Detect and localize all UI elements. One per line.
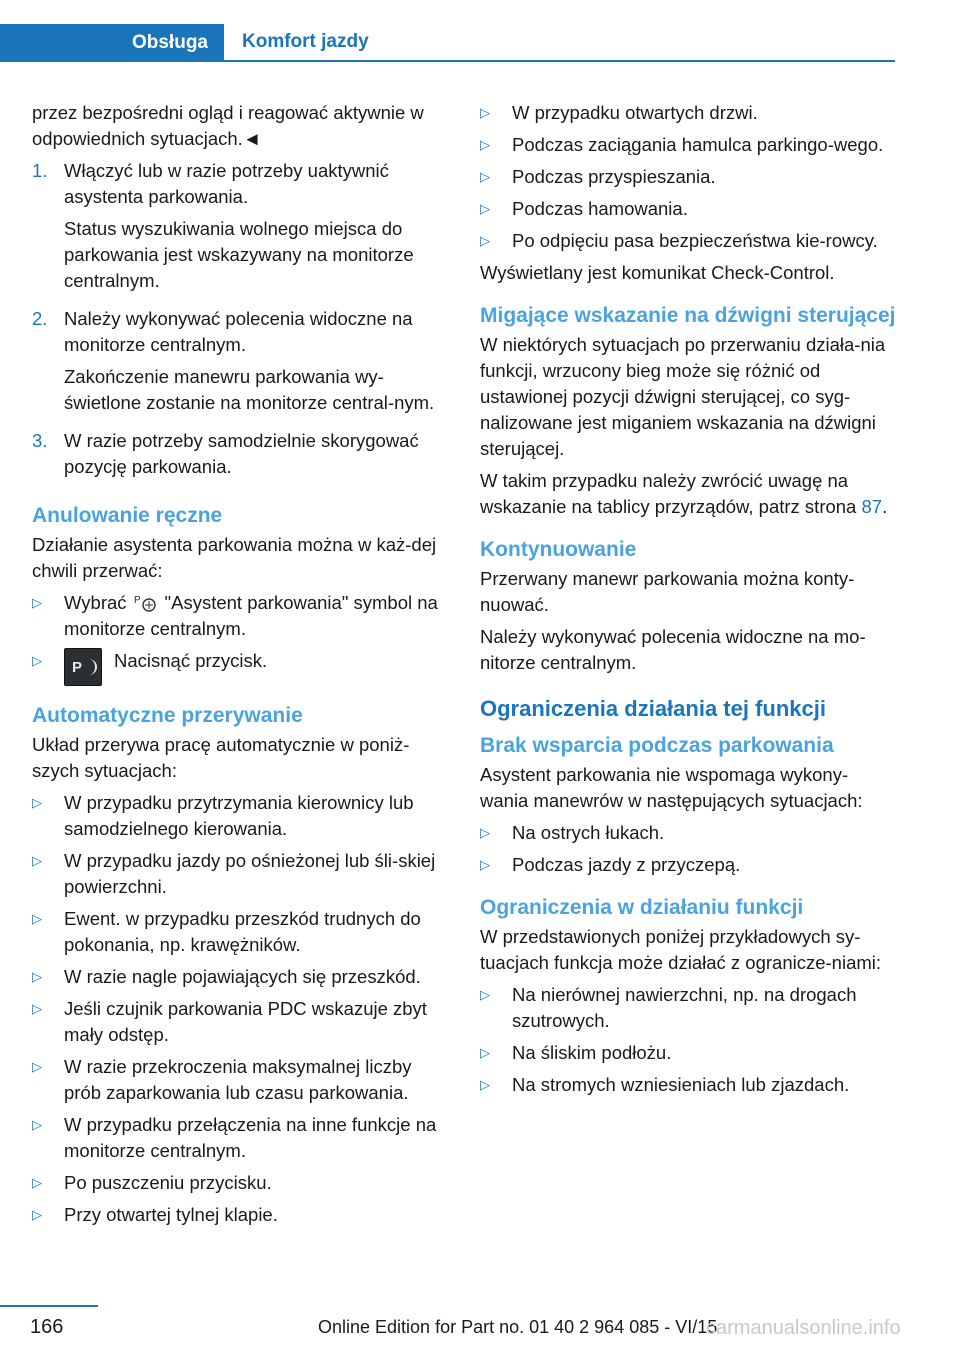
continue-text1: Przerwany manewr parkowania można konty‐nuować. <box>480 568 855 615</box>
list-item <box>480 982 896 1034</box>
step-item <box>32 306 448 422</box>
list-item-text: W przypadku jazdy po ośnieżonej lub śli‐skiej powierzchni. <box>64 850 436 897</box>
step-number: 3. <box>32 430 48 451</box>
bullet-triangle-icon: ▷ <box>480 1077 490 1092</box>
limits-heading: Ograniczenia działania tej funkcji <box>480 696 826 721</box>
parking-button-icon: P <box>64 648 102 686</box>
auto-text: Układ przerywa pracę automatycznie w poniż‐szych sytuacjach: <box>32 734 410 781</box>
bullet-triangle-icon: ▷ <box>480 201 490 216</box>
bullet-triangle-icon: ▷ <box>32 595 42 610</box>
list-item-text: Podczas zaciągania hamulca parkingo‐wego. <box>512 134 884 155</box>
list-item-text: Ewent. w przypadku przeszkód trudnych do pokonania, np. krawężników. <box>64 908 421 955</box>
bullet-triangle-icon: ▷ <box>32 911 42 926</box>
header-bar <box>0 24 895 62</box>
bullet-triangle-icon: ▷ <box>480 105 490 120</box>
bullet-triangle-icon: ▷ <box>32 653 42 668</box>
bullet-triangle-icon: ▷ <box>32 853 42 868</box>
tab-komfort-jazdy[interactable]: Komfort jazdy <box>242 31 369 52</box>
cancel-heading: Anulowanie ręczne <box>32 504 223 527</box>
step-text: Należy wykonywać polecenia widoczne na monitorze centralnym. <box>64 308 413 355</box>
list-item <box>480 228 896 254</box>
step-number: 1. <box>32 160 48 181</box>
list-item <box>32 1112 448 1164</box>
list-item-text: Podczas przyspieszania. <box>512 166 716 187</box>
step-text: W razie potrzeby samodzielnie skorygować pozycję parkowania. <box>64 430 419 477</box>
blink-text1: W niektórych sytuacjach po przerwaniu działa‐nia funkcji, wrzucony bieg może się różnić od ustawionej pozycji dźwigni sterującej, co syg‐nalizowane jest miganiem wskazania na dźwigni sterującej. <box>480 334 886 459</box>
list-item <box>32 790 448 842</box>
list-item <box>480 852 896 878</box>
tab-obsluga[interactable]: Obsługa <box>0 24 224 62</box>
bullet-triangle-icon: ▷ <box>480 1045 490 1060</box>
list-item-text: Przy otwartej tylnej klapie. <box>64 1204 278 1225</box>
continue-text2: Należy wykonywać polecenia widoczne na mo‐nitorze centralnym. <box>480 626 866 673</box>
bullet-triangle-icon: ▷ <box>480 169 490 184</box>
bullet-triangle-icon: ▷ <box>480 987 490 1002</box>
list-item <box>32 906 448 958</box>
step-number: 2. <box>32 308 48 329</box>
auto-heading: Automatyczne przerywanie <box>32 704 303 727</box>
list-item <box>32 1202 448 1228</box>
list-item <box>480 100 896 126</box>
bullet-triangle-icon: ▷ <box>480 233 490 248</box>
svg-text:P: P <box>133 595 141 606</box>
list-item <box>32 1170 448 1196</box>
cancel-item1-post: "Asystent parkowania" symbol na monitorze centralnym. <box>64 592 438 639</box>
list-item-text: W przypadku przytrzymania kierownicy lub samodzielnego kierowania. <box>64 792 414 839</box>
left-column <box>32 100 448 1234</box>
nosupport-list <box>480 820 896 878</box>
nosupport-heading: Brak wsparcia podczas parkowania <box>480 734 834 757</box>
step-text: Zakończenie manewru parkowania wy‐świetlone zostanie na monitorze central‐nym. <box>64 366 435 413</box>
bullet-triangle-icon: ▷ <box>32 1175 42 1190</box>
continue-heading: Kontynuowanie <box>480 538 637 561</box>
check-control-text: Wyświetlany jest komunikat Check-Control. <box>480 262 835 283</box>
bullet-triangle-icon: ▷ <box>32 1207 42 1222</box>
list-item-text: W przypadku otwartych drzwi. <box>512 102 758 123</box>
cancel-text: Działanie asystenta parkowania można w każ‐dej chwili przerwać: <box>32 534 437 581</box>
right-top-list <box>480 100 896 254</box>
list-item <box>32 1054 448 1106</box>
blink-text2: W takim przypadku należy zwrócić uwagę na wskazanie na tablicy przyrządów, patrz strona 87. <box>480 470 888 517</box>
list-item <box>32 964 448 990</box>
list-item-text: Na nierównej nawierzchni, np. na drogach szutrowych. <box>512 984 857 1031</box>
bullet-triangle-icon: ▷ <box>32 1117 42 1132</box>
step-text: Status wyszukiwania wolnego miejsca do parkowania jest wskazywany na monitorze centralnym. <box>64 218 414 291</box>
parking-assistant-icon <box>133 593 159 613</box>
list-item-text: W razie nagle pojawiających się przeszkód. <box>64 966 421 987</box>
blink-heading: Migające wskazanie na dźwigni sterującej <box>480 304 896 327</box>
list-item <box>480 1040 896 1066</box>
watermark: carmanualsonline.info <box>706 1317 901 1339</box>
edition-text: Online Edition for Part no. 01 40 2 964 085 - VI/15 <box>318 1317 718 1337</box>
bullet-triangle-icon: ▷ <box>32 795 42 810</box>
auto-list <box>32 790 448 1228</box>
step-item <box>32 158 448 300</box>
list-item-text: Na śliskim podłożu. <box>512 1042 672 1063</box>
list-item-text: Po odpięciu pasa bezpieczeństwa kie‐rowcy. <box>512 230 878 251</box>
bullet-triangle-icon: ▷ <box>32 1059 42 1074</box>
page-link[interactable]: 87 <box>861 496 883 517</box>
list-item-text: W przypadku przełączenia na inne funkcje na monitorze centralnym. <box>64 1114 437 1161</box>
list-item-text: Podczas jazdy z przyczepą. <box>512 854 741 875</box>
numbered-steps <box>32 158 448 486</box>
right-column <box>480 100 896 1104</box>
list-item <box>480 196 896 222</box>
limited-heading: Ograniczenia w działaniu funkcji <box>480 896 804 919</box>
list-item <box>480 820 896 846</box>
list-item <box>480 132 896 158</box>
intro-text: przez bezpośredni ogląd i reagować aktywnie w odpowiednich sytuacjach.◄ <box>32 102 424 149</box>
step-text: Włączyć lub w razie potrzeby uaktywnić asystenta parkowania. <box>64 160 389 207</box>
list-item <box>32 848 448 900</box>
step-item <box>32 428 448 486</box>
cancel-item1-pre: Wybrać <box>64 592 127 613</box>
list-item <box>32 590 448 642</box>
bullet-triangle-icon: ▷ <box>480 137 490 152</box>
list-item <box>32 996 448 1048</box>
header-divider <box>0 60 895 62</box>
list-item <box>32 648 448 686</box>
list-item-text: Na ostrych łukach. <box>512 822 665 843</box>
list-item <box>480 1072 896 1098</box>
page-number: 166 <box>30 1316 64 1338</box>
list-item-text: Na stromych wzniesieniach lub zjazdach. <box>512 1074 850 1095</box>
limited-list <box>480 982 896 1098</box>
bullet-triangle-icon: ▷ <box>480 825 490 840</box>
nosupport-text: Asystent parkowania nie wspomaga wykony‐wania manewrów w następujących sytuacjach: <box>480 764 863 811</box>
footer-divider <box>0 1305 98 1307</box>
limited-text: W przedstawionych poniżej przykładowych sy‐tuacjach funkcja może działać z ogranicze‐niami: <box>480 926 882 973</box>
cancel-item2: Nacisnąć przycisk. <box>114 650 268 671</box>
list-item-text: Po puszczeniu przycisku. <box>64 1172 272 1193</box>
list-item-text: Podczas hamowania. <box>512 198 688 219</box>
bullet-triangle-icon: ▷ <box>480 857 490 872</box>
bullet-triangle-icon: ▷ <box>32 1001 42 1016</box>
bullet-triangle-icon: ▷ <box>32 969 42 984</box>
list-item <box>480 164 896 190</box>
list-item-text: Jeśli czujnik parkowania PDC wskazuje zbyt mały odstęp. <box>64 998 427 1045</box>
list-item-text: W razie przekroczenia maksymalnej liczby prób zaparkowania lub czasu parkowania. <box>64 1056 412 1103</box>
